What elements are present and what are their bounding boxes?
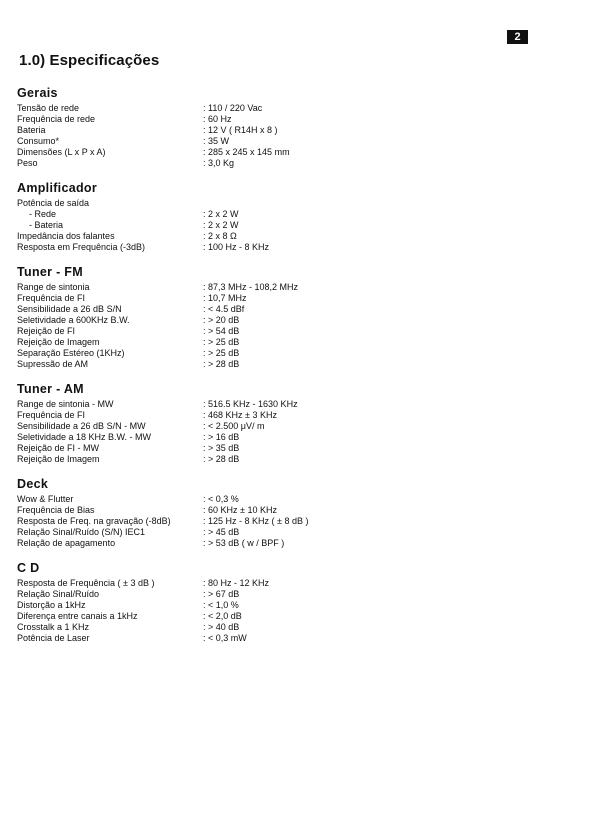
spec-value: : 2 x 2 W <box>203 209 577 220</box>
spec-row <box>17 304 577 315</box>
section-gerais <box>17 86 577 169</box>
spec-row <box>17 198 577 209</box>
section-tuner-fm <box>17 265 577 370</box>
spec-label: Seletividade a 18 KHz B.W. - MW <box>17 432 152 442</box>
spec-row <box>17 136 577 147</box>
section-amplificador <box>17 181 577 253</box>
spec-label: Potência de saída <box>17 198 90 208</box>
spec-row <box>17 600 577 611</box>
spec-label: Seletividade a 600KHz B.W. <box>17 315 130 325</box>
spec-label: - Rede <box>29 209 57 219</box>
spec-value: : > 28 dB <box>203 454 577 465</box>
spec-row <box>17 516 577 527</box>
spec-row <box>17 527 577 538</box>
spec-label: Dimensões (L x P x A) <box>17 147 106 157</box>
spec-row <box>17 114 577 125</box>
spec-value: : > 54 dB <box>203 326 577 337</box>
spec-label: Rejeição de FI - MW <box>17 443 100 453</box>
section-title: Gerais <box>17 86 58 100</box>
spec-row <box>17 242 577 253</box>
page-title: 1.0) Especificações <box>19 52 160 69</box>
spec-row <box>17 505 577 516</box>
spec-label: Relação Sinal/Ruído <box>17 589 100 599</box>
spec-label: Rejeição de FI <box>17 326 76 336</box>
spec-value: : > 28 dB <box>203 359 577 370</box>
spec-value: : 87,3 MHz - 108,2 MHz <box>203 282 577 293</box>
section-title: Tuner - FM <box>17 265 83 279</box>
spec-value: : < 1,0 % <box>203 600 577 611</box>
spec-label: Range de sintonia - MW <box>17 399 114 409</box>
spec-value: : > 53 dB ( w / BPF ) <box>203 538 577 549</box>
spec-label: Diferença entre canais a 1kHz <box>17 611 138 621</box>
spec-label: Peso <box>17 158 38 168</box>
spec-label: Distorção a 1kHz <box>17 600 86 610</box>
spec-label: Supressão de AM <box>17 359 89 369</box>
spec-row <box>17 315 577 326</box>
spec-value: : 468 KHz ± 3 KHz <box>203 410 577 421</box>
spec-label: Separação Estéreo (1KHz) <box>17 348 125 358</box>
spec-label: Relação Sinal/Ruído (S/N) IEC1 <box>17 527 146 537</box>
spec-row <box>17 578 577 589</box>
spec-label: Potência de Laser <box>17 633 90 643</box>
spec-value: : < 0,3 % <box>203 494 577 505</box>
section-cd <box>17 561 577 644</box>
spec-label: Tensão de rede <box>17 103 80 113</box>
spec-value: : > 35 dB <box>203 443 577 454</box>
spec-value: : < 2.500 μV/ m <box>203 421 577 432</box>
spec-value: : < 2,0 dB <box>203 611 577 622</box>
spec-value: : 60 KHz ± 10 KHz <box>203 505 577 516</box>
spec-row <box>17 348 577 359</box>
specifications-content <box>17 86 577 656</box>
spec-row <box>17 611 577 622</box>
spec-row <box>17 282 577 293</box>
spec-value: : < 4.5 dBf <box>203 304 577 315</box>
spec-row <box>17 359 577 370</box>
spec-value: : 12 V ( R14H x 8 ) <box>203 125 577 136</box>
spec-value: : 80 Hz - 12 KHz <box>203 578 577 589</box>
spec-row <box>17 443 577 454</box>
spec-row <box>17 337 577 348</box>
spec-label: Frequência de FI <box>17 293 86 303</box>
spec-value: : 35 W <box>203 136 577 147</box>
spec-value: : > 40 dB <box>203 622 577 633</box>
spec-value: : > 25 dB <box>203 337 577 348</box>
spec-label: Sensibilidade a 26 dB S/N <box>17 304 122 314</box>
section-title: Amplificador <box>17 181 97 195</box>
spec-row <box>17 589 577 600</box>
spec-label: Impedância dos falantes <box>17 231 115 241</box>
spec-label: Consumo* <box>17 136 60 146</box>
spec-label: Resposta de Freq. na gravação (-8dB) <box>17 516 171 526</box>
spec-value: : > 45 dB <box>203 527 577 538</box>
spec-row <box>17 494 577 505</box>
spec-value: : 100 Hz - 8 KHz <box>203 242 577 253</box>
spec-row <box>17 538 577 549</box>
section-deck <box>17 477 577 549</box>
spec-value: : > 16 dB <box>203 432 577 443</box>
spec-value: : 110 / 220 Vac <box>203 103 577 114</box>
spec-row <box>17 231 577 242</box>
spec-label: Relação de apagamento <box>17 538 116 548</box>
spec-label: Frequência de Bias <box>17 505 95 515</box>
spec-row <box>17 293 577 304</box>
spec-row <box>17 125 577 136</box>
section-title: Tuner - AM <box>17 382 84 396</box>
spec-label: Bateria <box>17 125 46 135</box>
spec-value: : 125 Hz - 8 KHz ( ± 8 dB ) <box>203 516 577 527</box>
section-title: Deck <box>17 477 49 491</box>
spec-value: : 2 x 2 W <box>203 220 577 231</box>
spec-value: : > 67 dB <box>203 589 577 600</box>
spec-value: : 60 Hz <box>203 114 577 125</box>
spec-row <box>17 220 577 231</box>
spec-row <box>17 421 577 432</box>
spec-value: : < 0,3 mW <box>203 633 577 644</box>
spec-label: Crosstalk a 1 KHz <box>17 622 90 632</box>
spec-label: Rejeição de Imagem <box>17 337 100 347</box>
spec-label: Frequência de FI <box>17 410 86 420</box>
spec-label: Frequência de rede <box>17 114 96 124</box>
page-number-badge: 2 <box>507 30 528 44</box>
section-tuner-am <box>17 382 577 465</box>
spec-row <box>17 410 577 421</box>
spec-label: Resposta de Frequência ( ± 3 dB ) <box>17 578 155 588</box>
section-title: C D <box>17 561 40 575</box>
spec-row <box>17 633 577 644</box>
spec-row <box>17 103 577 114</box>
spec-value: : > 25 dB <box>203 348 577 359</box>
spec-label: Rejeição de Imagem <box>17 454 100 464</box>
spec-label: Range de sintonia <box>17 282 90 292</box>
spec-row <box>17 622 577 633</box>
spec-label: Wow & Flutter <box>17 494 74 504</box>
spec-row <box>17 209 577 220</box>
spec-row <box>17 158 577 169</box>
spec-label: - Bateria <box>29 220 64 230</box>
spec-value: : 285 x 245 x 145 mm <box>203 147 577 158</box>
spec-value: : 10,7 MHz <box>203 293 577 304</box>
spec-row <box>17 399 577 410</box>
spec-label: Sensibilidade a 26 dB S/N - MW <box>17 421 146 431</box>
spec-label: Resposta em Frequência (-3dB) <box>17 242 146 252</box>
spec-row <box>17 147 577 158</box>
spec-value: : > 20 dB <box>203 315 577 326</box>
spec-value: : 2 x 8 Ω <box>203 231 577 242</box>
spec-value: : 516.5 KHz - 1630 KHz <box>203 399 577 410</box>
spec-row <box>17 454 577 465</box>
spec-row <box>17 432 577 443</box>
spec-value: : 3,0 Kg <box>203 158 577 169</box>
spec-row <box>17 326 577 337</box>
